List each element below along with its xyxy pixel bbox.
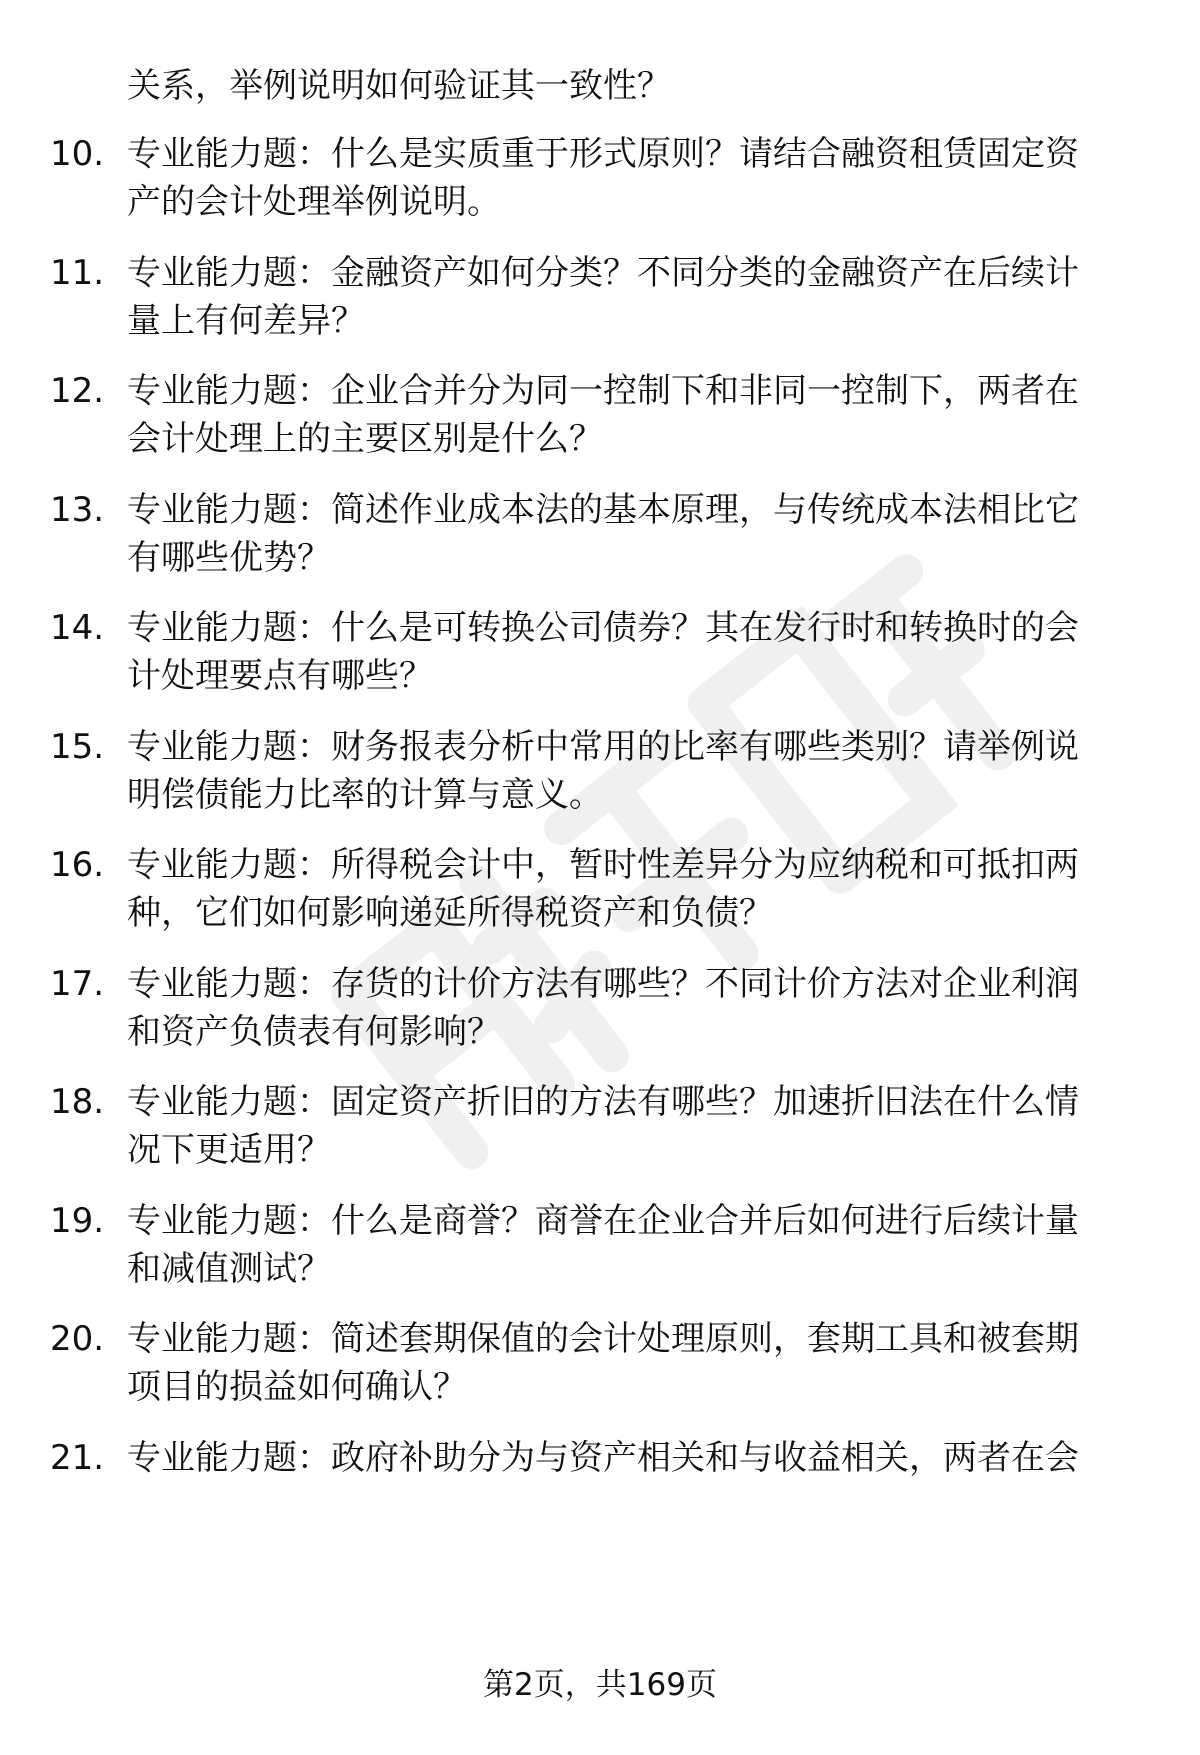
- item-text: [127, 1434, 1137, 1482]
- item-text-line: 专业能力题：金融资产如何分类？不同分类的金融资产在后续计: [127, 252, 1079, 293]
- item-text: [127, 1078, 1137, 1174]
- item-text: [127, 841, 1137, 937]
- item-text-line: 量上有何差异？: [127, 300, 365, 341]
- item-text-line: 和资产负债表有何影响？: [127, 1011, 501, 1052]
- list-item: [0, 1197, 1200, 1297]
- list-item: [0, 604, 1200, 704]
- item-text-line: 明偿债能力比率的计算与意义。: [127, 774, 603, 815]
- item-number: 13.: [50, 489, 105, 530]
- item-text-line: 种，它们如何影响递延所得税资产和负债？: [127, 893, 773, 933]
- item-number: 17.: [50, 963, 105, 1004]
- list-item: [0, 249, 1200, 349]
- item-number: 21.: [50, 1437, 105, 1478]
- item-text: [127, 130, 1137, 226]
- item-number: 12.: [50, 371, 105, 411]
- item-text-line: 专业能力题：固定资产折旧的方法有哪些？加速折旧法在什么情: [127, 1082, 1079, 1122]
- continued-question-text: 关系，举例说明如何验证其一致性？: [127, 66, 671, 106]
- item-text-line: 专业能力题：简述作业成本法的基本原理，与传统成本法相比它: [127, 489, 1079, 530]
- item-text-line: 专业能力题：简述套期保值的会计处理原则，套期工具和被套期: [127, 1319, 1079, 1359]
- item-number: 15.: [50, 726, 105, 767]
- item-number: 16.: [50, 845, 105, 885]
- item-text-line: 计处理要点有哪些？: [127, 656, 433, 696]
- item-number: 11.: [50, 252, 105, 293]
- item-text: [127, 604, 1137, 700]
- item-text-line: 专业能力题：财务报表分析中常用的比率有哪些类别？请举例说: [127, 726, 1079, 767]
- item-number: 10.: [50, 134, 105, 174]
- item-text: [127, 723, 1137, 819]
- list-item: [0, 723, 1200, 823]
- item-text: [127, 367, 1137, 463]
- item-number: 18.: [50, 1082, 105, 1122]
- item-number: 19.: [50, 1200, 105, 1241]
- item-text-line: 专业能力题：什么是可转换公司债券？其在发行时和转换时的会: [127, 608, 1079, 648]
- item-text-line: 专业能力题：什么是实质重于形式原则？请结合融资租赁固定资: [127, 134, 1079, 174]
- item-number: 20.: [50, 1319, 105, 1359]
- item-text-line: 会计处理上的主要区别是什么？: [127, 419, 603, 459]
- list-item: [0, 1078, 1200, 1178]
- list-item: [0, 841, 1200, 941]
- item-text: [127, 486, 1137, 582]
- list-item: [0, 960, 1200, 1060]
- list-item: [0, 1315, 1200, 1415]
- item-text-line: 产的会计处理举例说明。: [127, 182, 501, 222]
- item-text: [127, 1197, 1137, 1293]
- item-text: [127, 960, 1137, 1056]
- item-text-line: 专业能力题：所得税会计中，暂时性差异分为应纳税和可抵扣两: [127, 845, 1079, 885]
- item-text: [127, 249, 1137, 345]
- item-text-line: 专业能力题：企业合并分为同一控制下和非同一控制下，两者在: [127, 371, 1079, 411]
- item-text-line: 况下更适用？: [127, 1130, 331, 1170]
- item-text: [127, 1315, 1137, 1411]
- page-footer: 第2页，共169页: [483, 1667, 717, 1703]
- list-item: [0, 130, 1200, 230]
- item-text-line: 专业能力题：存货的计价方法有哪些？不同计价方法对企业利润: [127, 963, 1079, 1004]
- item-text-line: 和减值测试？: [127, 1248, 331, 1289]
- item-text-line: 专业能力题：什么是商誉？商誉在企业合并后如何进行后续计量: [127, 1200, 1079, 1241]
- list-item: [0, 1434, 1200, 1534]
- item-text-line: 项目的损益如何确认？: [127, 1367, 467, 1407]
- item-text-line: 专业能力题：政府补助分为与资产相关和与收益相关，两者在会: [127, 1437, 1079, 1478]
- item-text-line: 有哪些优势？: [127, 537, 331, 578]
- list-item: [0, 367, 1200, 467]
- list-item: [0, 486, 1200, 586]
- item-number: 14.: [50, 608, 105, 648]
